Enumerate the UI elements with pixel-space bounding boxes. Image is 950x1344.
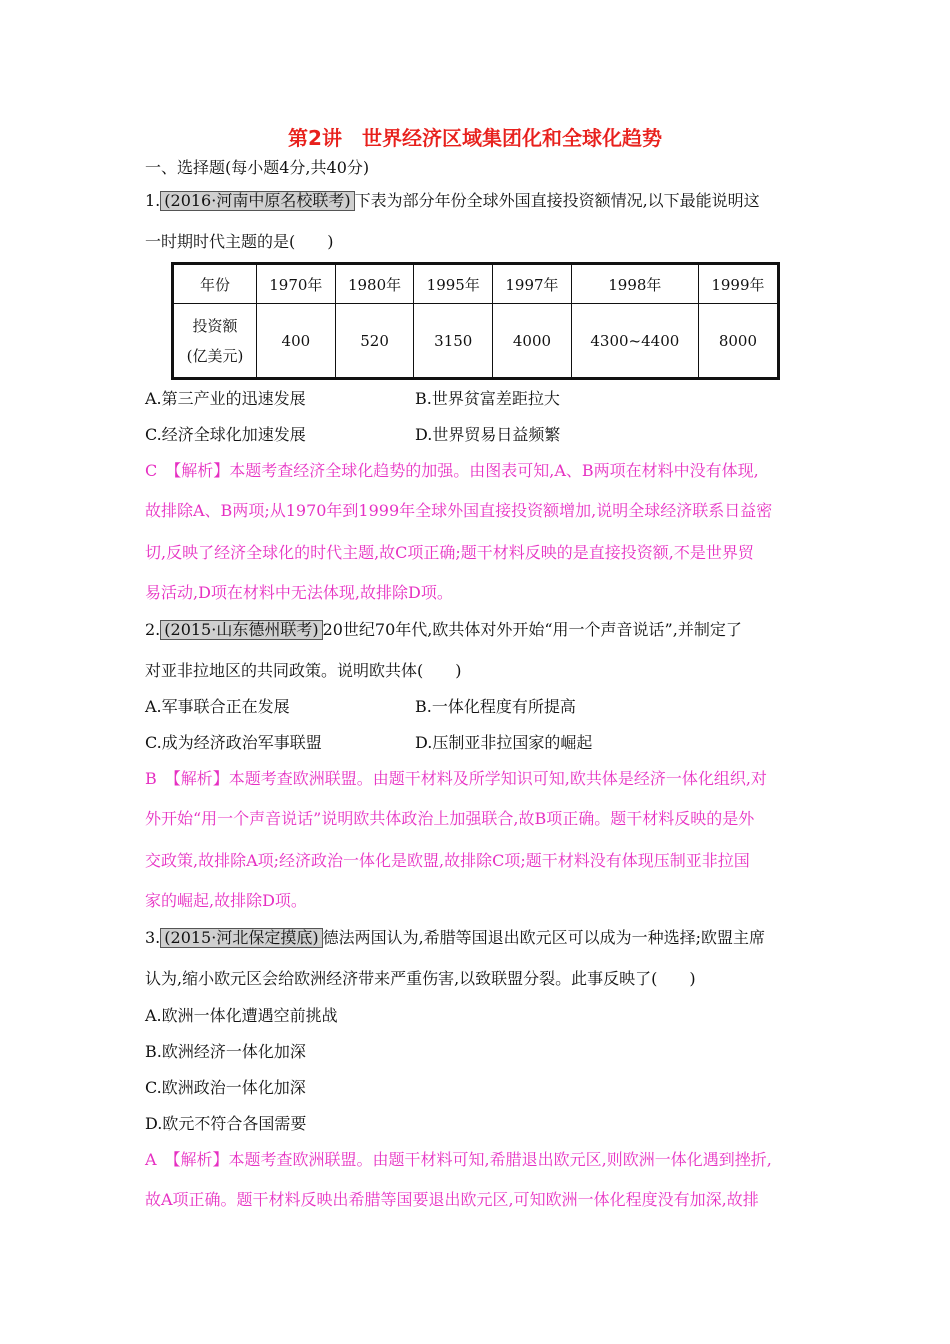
question-number: 3. [145,928,161,947]
row-label-line: 投资额 [192,316,238,335]
option-a: A.欧洲一体化遭遇空前挑战 [145,1006,338,1025]
question-3-stem-line-2: 认为,缩小欧元区会给欧洲经济带来严重伤害,以致联盟分裂。此事反映了( ) [145,969,696,988]
option-b: B.欧洲经济一体化加深 [145,1042,306,1061]
question-3-stem-line-1 [145,925,765,948]
table-cell: 1999年 [698,264,778,304]
question-1-stem-line-2: 一时期时代主题的是( ) [145,232,334,251]
question-1-stem-line-1 [145,188,760,211]
table-cell: 8000 [698,304,778,379]
table-cell: 1980年 [335,264,414,304]
table-cell: 520 [335,304,414,379]
option-c: C.经济全球化加速发展 [145,425,306,444]
answer-explanation-line: 交政策,故排除A项;经济政治一体化是欧盟,故排除C项;题干材料没有体现压制亚非拉国 [145,851,750,870]
answer-explanation-line: 外开始“用一个声音说话”说明欧共体政治上加强联合,故B项正确。题干材料反映的是外 [145,809,755,828]
table-row [173,304,779,379]
option-c: C.欧洲政治一体化加深 [145,1078,306,1097]
answer-explanation-line: 故排除A、B两项;从1970年到1999年全球外国直接投资额增加,说明全球经济联系日益密 [145,501,773,520]
row-label-line: (亿美元) [186,346,244,365]
question-number: 2. [145,620,161,639]
table-cell: 1997年 [493,264,572,304]
section-heading: 一、选择题(每小题4分,共40分) [145,158,370,177]
option-b: B.一体化程度有所提高 [415,697,576,716]
table-cell: 4000 [493,304,572,379]
table-header-cell [173,304,257,379]
table-cell: 1970年 [257,264,336,304]
answer-explanation-line: 易活动,D项在材料中无法体现,故排除D项。 [145,583,453,602]
option-d: D.压制亚非拉国家的崛起 [415,733,593,752]
table-cell: 1998年 [571,264,698,304]
question-source-tag: (2015·山东德州联考) [160,620,322,640]
option-d: D.世界贸易日益频繁 [415,425,561,444]
answer-explanation-line: 切,反映了经济全球化的时代主题,故C项正确;题干材料反映的是直接投资额,不是世界贸 [145,543,754,562]
table-header-cell: 年份 [173,264,257,304]
table-cell: 1995年 [414,264,493,304]
investment-table [171,262,780,380]
question-stem-text: 下表为部分年份全球外国直接投资额情况,以下最能说明这 [354,191,760,210]
answer-explanation-line: 家的崛起,故排除D项。 [145,891,307,910]
question-2-stem-line-1 [145,617,742,640]
table-cell: 4300~4400 [571,304,698,379]
question-stem-text: 德法两国认为,希腊等国退出欧元区可以成为一种选择;欧盟主席 [322,928,766,947]
question-stem-text: 20世纪70年代,欧共体对外开始“用一个声音说话”,并制定了 [322,620,742,639]
option-b: B.世界贫富差距拉大 [415,389,560,408]
answer-explanation-line: A 【解析】本题考查欧洲联盟。由题干材料可知,希腊退出欧元区,则欧洲一体化遇到挫折, [145,1150,772,1169]
answer-explanation-line: C 【解析】本题考查经济全球化趋势的加强。由图表可知,A、B两项在材料中没有体现, [145,461,759,480]
answer-explanation-line: B 【解析】本题考查欧洲联盟。由题干材料及所学知识可知,欧共体是经济一体化组织,对 [145,769,767,788]
option-a: A.第三产业的迅速发展 [145,389,306,408]
option-c: C.成为经济政治军事联盟 [145,733,322,752]
option-a: A.军事联合正在发展 [145,697,290,716]
page-title: 第2讲 世界经济区域集团化和全球化趋势 [288,126,662,150]
answer-explanation-line: 故A项正确。题干材料反映出希腊等国要退出欧元区,可知欧洲一体化程度没有加深,故排 [145,1190,759,1209]
table-row [173,264,779,304]
table-cell: 3150 [414,304,493,379]
question-number: 1. [145,191,161,210]
question-2-stem-line-2: 对亚非拉地区的共同政策。说明欧共体( ) [145,661,462,680]
question-source-tag: (2015·河北保定摸底) [160,928,322,948]
question-source-tag: (2016·河南中原名校联考) [160,191,354,211]
option-d: D.欧元不符合各国需要 [145,1114,307,1133]
table-cell: 400 [257,304,336,379]
